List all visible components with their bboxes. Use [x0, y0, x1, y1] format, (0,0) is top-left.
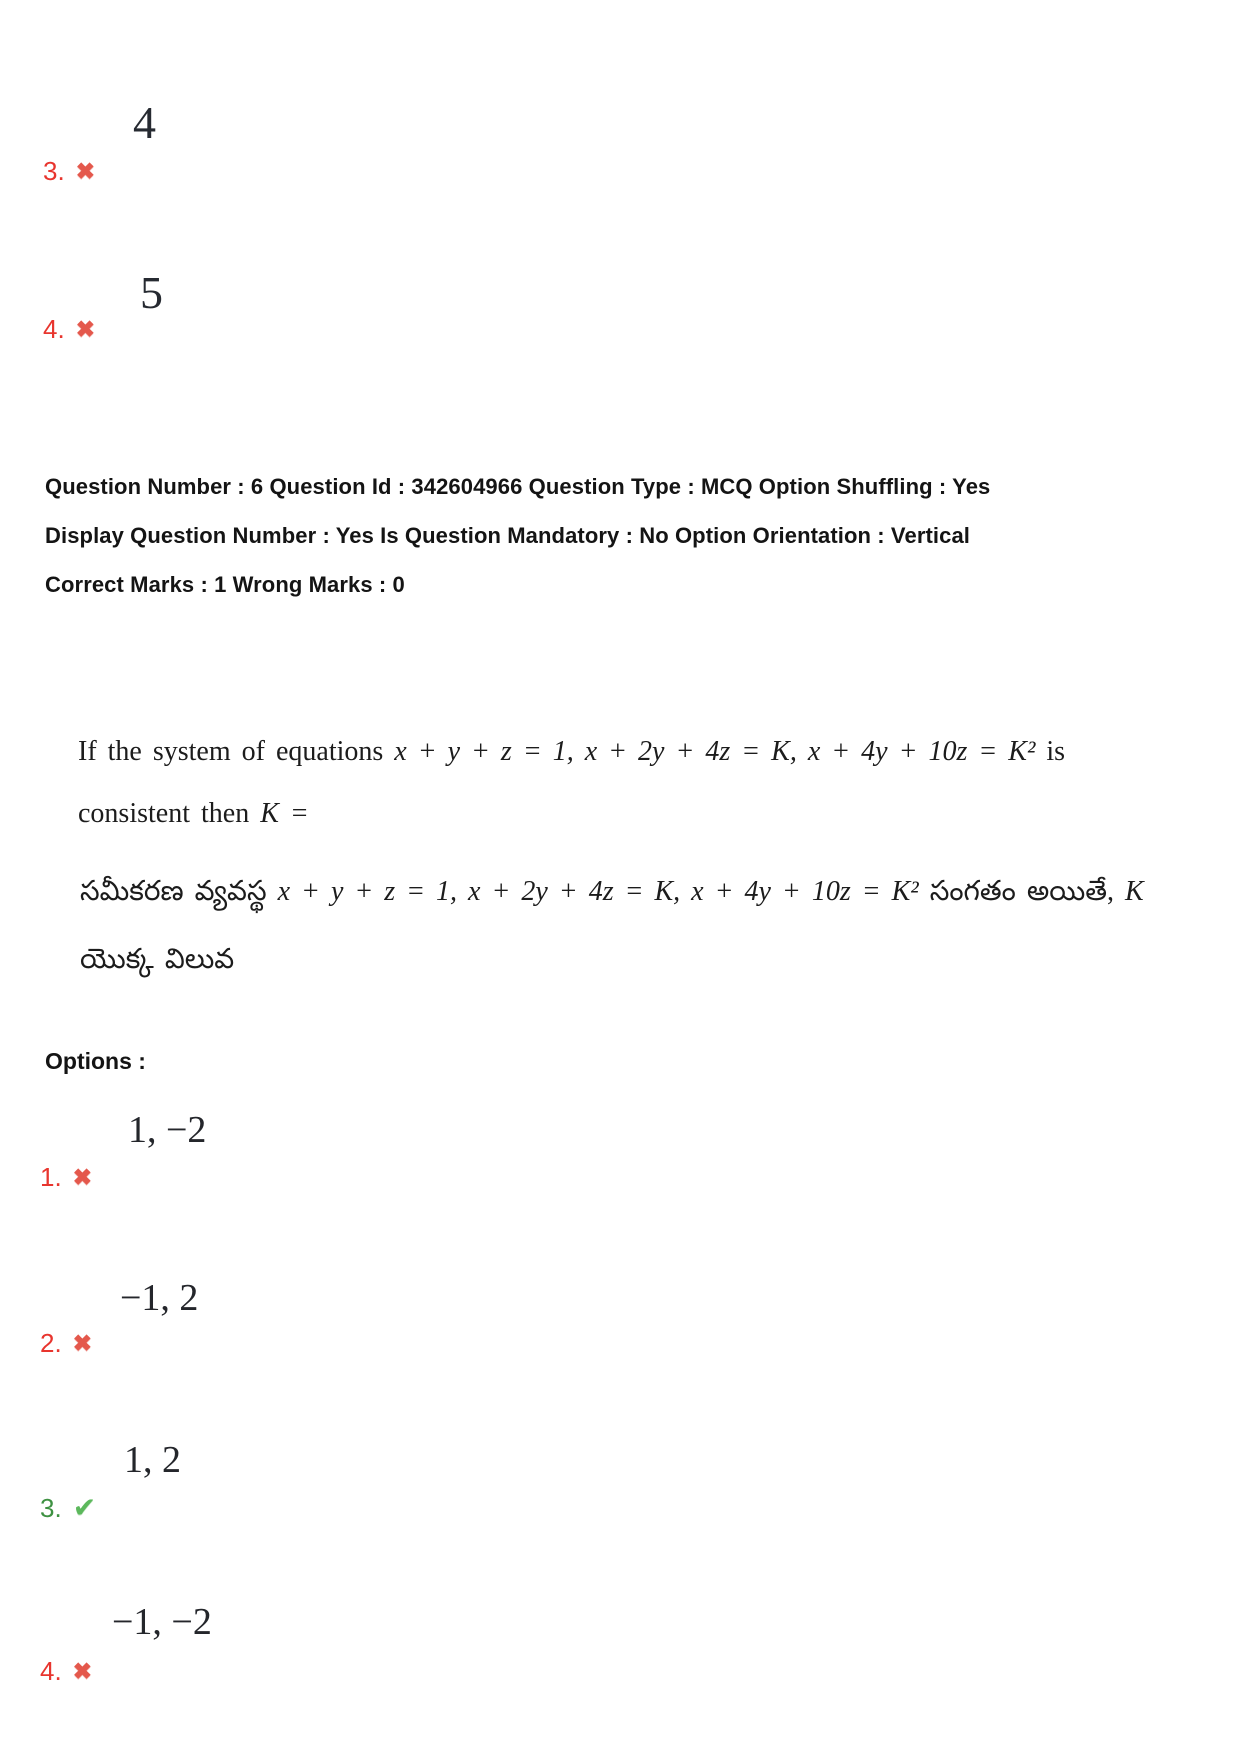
prev-option-4-value: 5	[140, 267, 163, 318]
question-text-segment: యొక్క విలువ	[80, 944, 235, 975]
option-4-number: 4.	[40, 1656, 62, 1686]
question-metadata-line-2: Display Question Number : Yes Is Question Mandatory : No Option Orientation : Vertical	[45, 523, 971, 548]
question-text-segment: సమీకరణ వ్యవస్థ	[80, 876, 278, 907]
question-text-te-line2	[80, 944, 234, 982]
check-icon: ✔	[72, 1492, 97, 1523]
question-metadata-line-1: Question Number : 6 Question Id : 342604966 Question Type : MCQ Option Shuffling : Yes	[45, 474, 991, 499]
question-math-segment: x + y + z = 1, x + 2y + 4z = K, x + 4y + 10z = K²	[394, 736, 1036, 767]
cross-icon: ✖	[72, 1163, 92, 1190]
question-text-en-line1	[78, 736, 1065, 768]
options-heading: Options :	[45, 1048, 146, 1074]
option-3-marker	[40, 1494, 96, 1522]
option-1-marker	[40, 1164, 92, 1190]
question-metadata-line-3: Correct Marks : 1 Wrong Marks : 0	[45, 572, 405, 597]
question-math-segment: x + y + z = 1, x + 2y + 4z = K, x + 4y + 10z = K²	[277, 876, 919, 907]
option-2-value: −1, 2	[120, 1277, 199, 1319]
prev-option-4-number: 4.	[43, 314, 65, 344]
question-text-segment: సంగతం అయితే,	[918, 876, 1126, 907]
prev-option-3-value: 4	[133, 97, 156, 148]
question-text-te-line1	[80, 876, 1144, 914]
option-4-marker	[40, 1658, 92, 1684]
question-text-segment: is	[1035, 736, 1066, 767]
cross-icon: ✖	[75, 157, 95, 184]
question-text-segment: consistent then	[78, 798, 261, 829]
question-text-en-line2	[78, 798, 309, 830]
option-1-value: 1, −2	[128, 1109, 207, 1151]
question-metadata	[45, 462, 990, 609]
question-math-segment: K =	[260, 798, 309, 829]
prev-option-4-marker	[43, 316, 95, 342]
prev-option-3-marker	[43, 158, 95, 184]
option-4-value: −1, −2	[112, 1601, 212, 1643]
option-2-number: 2.	[40, 1328, 62, 1358]
question-text-segment: If the system of equations	[78, 736, 395, 767]
option-3-value: 1, 2	[124, 1439, 181, 1481]
option-2-marker	[40, 1330, 92, 1356]
cross-icon: ✖	[72, 1657, 92, 1684]
cross-icon: ✖	[75, 315, 95, 342]
option-3-number: 3.	[40, 1493, 62, 1523]
question-math-segment: K	[1125, 876, 1144, 907]
option-1-number: 1.	[40, 1162, 62, 1192]
prev-option-3-number: 3.	[43, 156, 65, 186]
cross-icon: ✖	[72, 1329, 92, 1356]
